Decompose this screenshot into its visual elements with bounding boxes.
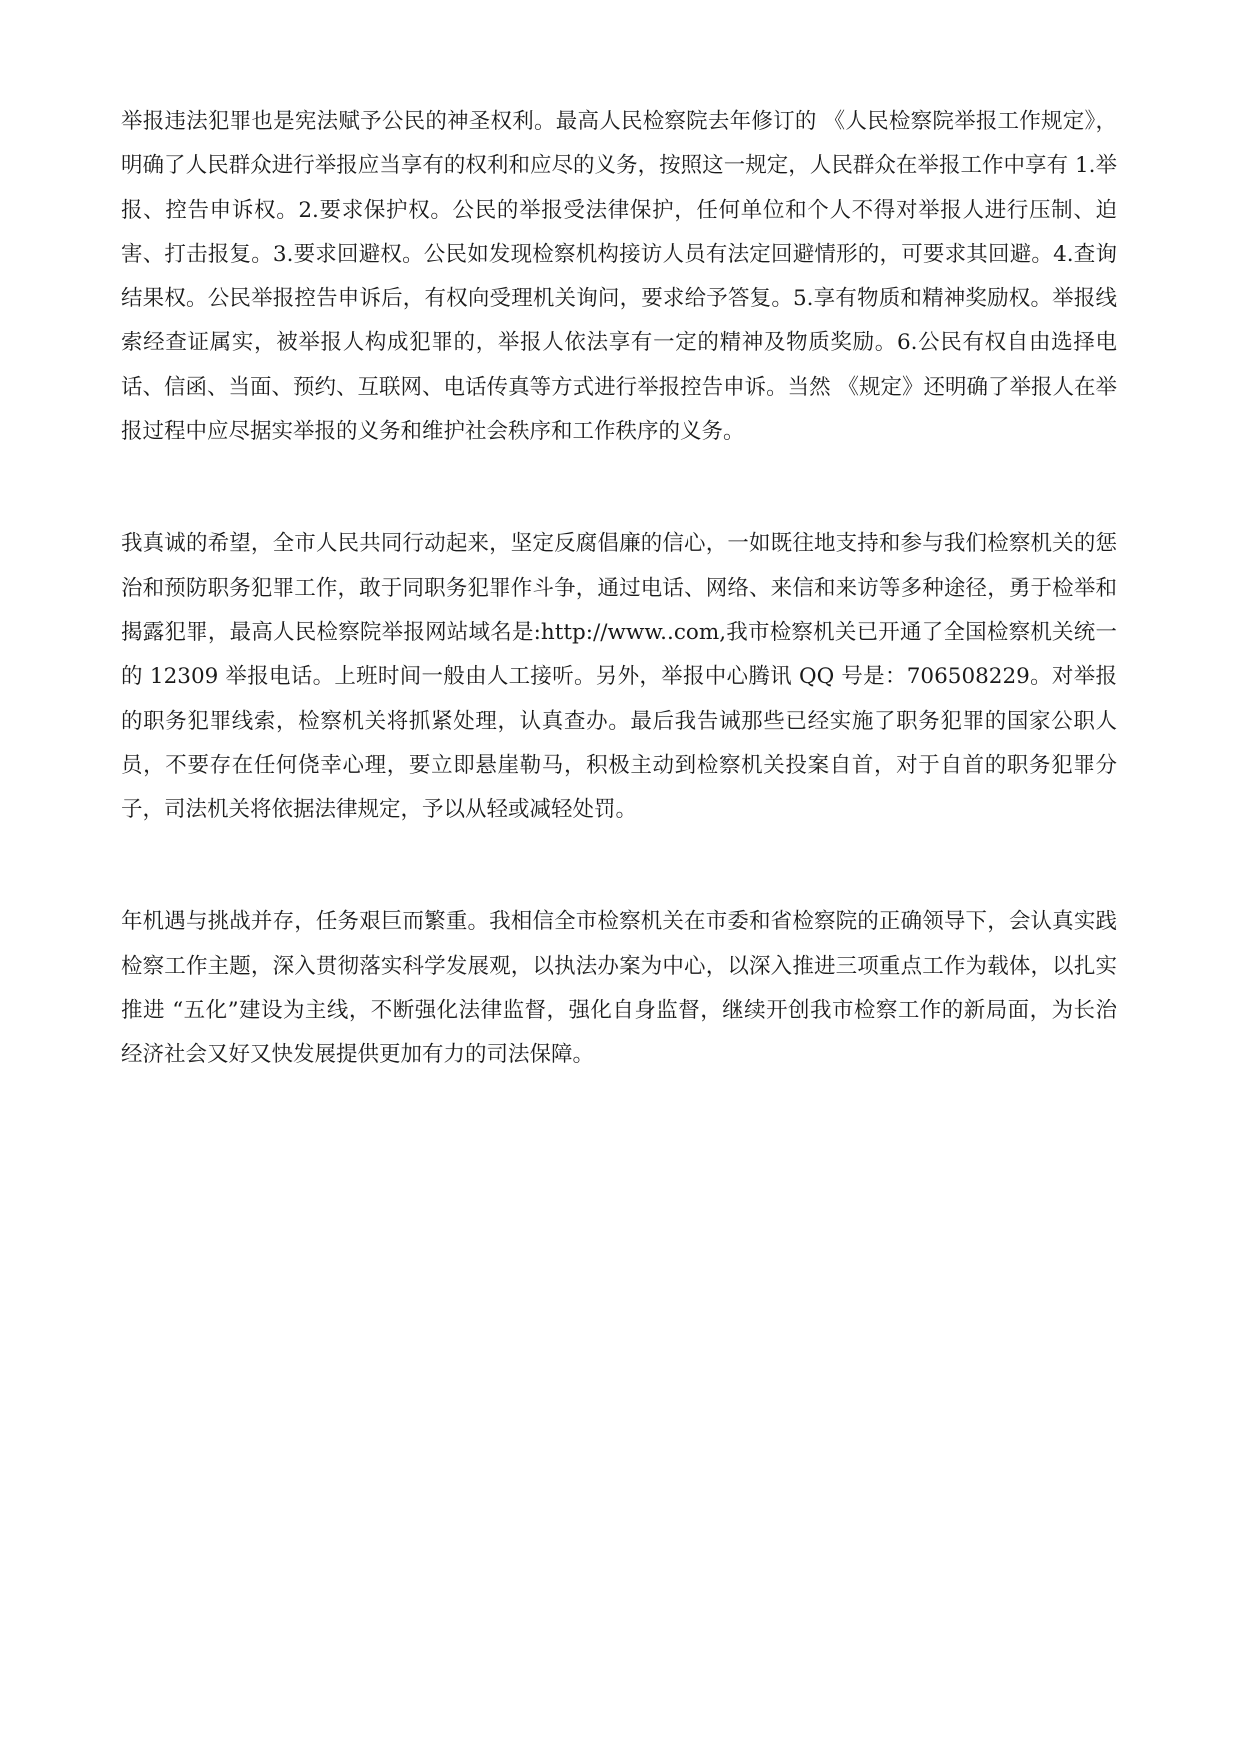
- paragraph-public-appeal: 我真诚的希望，全市人民共同行动起来，坚定反腐倡廉的信心，一如既往地支持和参与我们检察机关的惩治和预防职务犯罪工作，敢于同职务犯罪作斗争，通过电话、网络、来信和来访等多种途径，勇于检举和揭露犯罪，最高人民检察院举报网站域名是:http://www..com,我市检察机关已开通了全国检察机关统一的 12309 举报电话。上班时间一般由人工接听。另外，举报中心腾讯 QQ 号是：706508229。对举报的职务犯罪线索，检察机关将抓紧处理，认真查办。最后我告诫那些已经实施了职务犯罪的国家公职人员，不要存在任何侥幸心理，要立即悬崖勒马，积极主动到检察机关投案自首，对于自首的职务犯罪分子，司法机关将依据法律规定，予以从轻或减轻处罚。: [121, 531, 1117, 823]
- paragraph-reporting-rights: 举报违法犯罪也是宪法赋予公民的神圣权利。最高人民检察院去年修订的 《人民检察院举报工作规定》，明确了人民群众进行举报应当享有的权利和应尽的义务，按照这一规定，人民群众在举报工作中享有 1.举报、控告申诉权。2.要求保护权。公民的举报受法律保护，任何单位和个人不得对举报人进行压制、迫害、打击报复。3.要求回避权。公民如发现检察机构接访人员有法定回避情形的，可要求其回避。4.查询结果权。公民举报控告申诉后，有权向受理机关询问，要求给予答复。5.享有物质和精神奖励权。举报线索经查证属实，被举报人构成犯罪的，举报人依法享有一定的精神及物质奖励。6.公民有权自由选择电话、信函、当面、预约、互联网、电话传真等方式进行举报控告申诉。当然 《规定》还明确了举报人在举报过程中应尽据实举报的义务和维护社会秩序和工作秩序的义务。: [121, 109, 1117, 445]
- document-body: [121, 100, 1117, 1146]
- paragraph-outlook: 年机遇与挑战并存，任务艰巨而繁重。我相信全市检察机关在市委和省检察院的正确领导下，会认真实践检察工作主题，深入贯彻落实科学发展观，以执法办案为中心，以深入推进三项重点工作为载体，以扎实推进 “五化”建设为主线，不断强化法律监督，强化自身监督，继续开创我市检察工作的新局面，为长治经济社会又好又快发展提供更加有力的司法保障。: [121, 909, 1117, 1068]
